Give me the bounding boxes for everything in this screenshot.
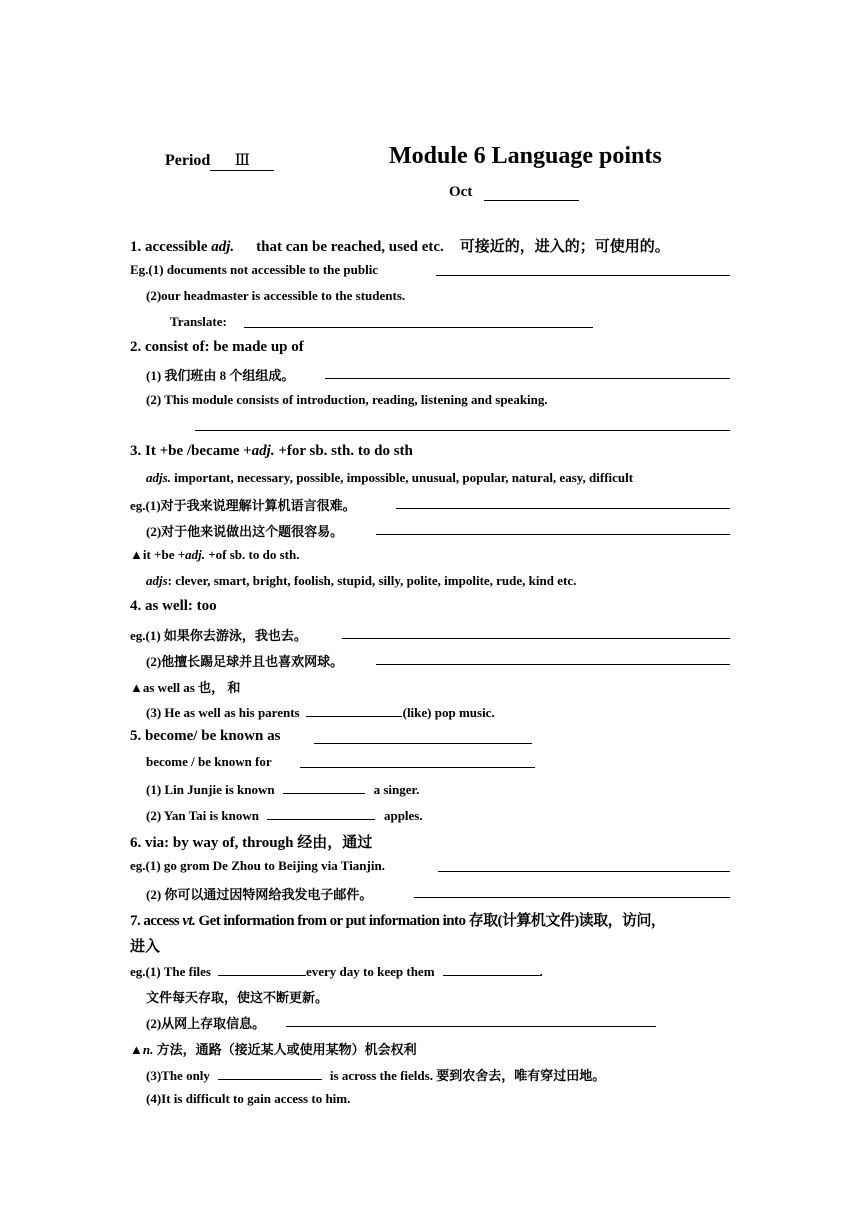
answer-blank [376,534,730,535]
answer-blank [438,871,730,872]
section-7-example-3: (3)The only is across the fields. 要到农舍去，唯有穿过田地。 [146,1068,606,1083]
section-5-example-1: (1) Lin Junjie is known a singer. [146,782,420,797]
section-6-heading: 6. via: by way of, through 经由，通过 [130,835,373,851]
translate-label: Translate: [170,314,227,329]
section-7-example-2: (2)从网上存取信息。 [146,1016,266,1031]
answer-blank [286,1026,656,1027]
section-1-heading: 1. accessible adj. that can be reached, used etc. 可接近的，进入的；可使用的。 [130,239,670,255]
answer-blank [195,430,730,431]
section-3-example-2: (2)对于他来说做出这个题很容易。 [146,524,344,539]
section-1-example-2: (2)our headmaster is accessible to the students. [146,288,406,303]
section-4-example-3: (3) He as well as his parents (like) pop music. [146,705,495,720]
section-3-adjs: adjs. important, necessary, possible, impossible, unusual, popular, natural, easy, difficult [146,470,634,485]
section-6-example-2: (2) 你可以通过因特网给我发电子邮件。 [146,887,373,902]
answer-blank [244,327,593,328]
section-4-example-1: eg.(1) 如果你去游泳，我也去。 [130,628,307,643]
answer-blank [314,743,532,744]
section-7-heading-cont: 进入 [130,939,161,955]
section-2-heading: 2. consist of: be made up of [130,339,304,355]
answer-blank [414,897,730,898]
section-7-heading: 7. access vt. Get information from or put information into 存取(计算机文件)读取，访问， [130,913,666,929]
section-2-example-2: (2) This module consists of introduction, reading, listening and speaking. [146,392,548,407]
period-label: Period Ⅲ [165,150,274,171]
section-3-adjs-2: adjs: clever, smart, bright, foolish, stupid, silly, polite, impolite, rude, kind etc. [146,573,577,588]
section-4-example-2: (2)他擅长踢足球并且也喜欢网球。 [146,654,344,669]
section-3-note: ▲it +be +adj. +of sb. to do sth. [130,547,300,562]
answer-blank [436,275,730,276]
answer-blank [376,664,730,665]
answer-blank [342,638,730,639]
section-5-heading: 5. become/ be known as [130,728,281,744]
section-3-heading: 3. It +be /became +adj. +for sb. sth. to do sth [130,443,413,459]
period-value: Ⅲ [210,150,274,171]
section-6-example-1: eg.(1) go grom De Zhou to Beijing via Tianjin. [130,858,385,873]
section-7-example-1-cn: 文件每天存取，使这不断更新。 [146,990,329,1005]
section-2-example-1: (1) 我们班由 8 个组组成。 [146,368,295,383]
date-label: Oct [449,184,473,200]
answer-blank [300,767,535,768]
answer-blank [325,378,730,379]
section-7-note: ▲n. 方法，通路（接近某人或使用某物）机会权利 [130,1042,417,1057]
section-7-example-1: eg.(1) The files every day to keep them . [130,964,543,979]
section-3-example-1: eg.(1)对于我来说理解计算机语言很难。 [130,498,356,513]
section-4-note: ▲as well as 也， 和 [130,680,241,695]
section-5-line-2: become / be known for [146,754,272,769]
date-blank [484,200,579,201]
answer-blank [396,508,730,509]
section-7-example-4: (4)It is difficult to gain access to him. [146,1091,351,1106]
section-5-example-2: (2) Yan Tai is known apples. [146,808,423,823]
section-1-example-1: Eg.(1) documents not accessible to the public [130,262,379,277]
section-4-heading: 4. as well: too [130,598,217,614]
page-title: Module 6 Language points [389,143,662,169]
